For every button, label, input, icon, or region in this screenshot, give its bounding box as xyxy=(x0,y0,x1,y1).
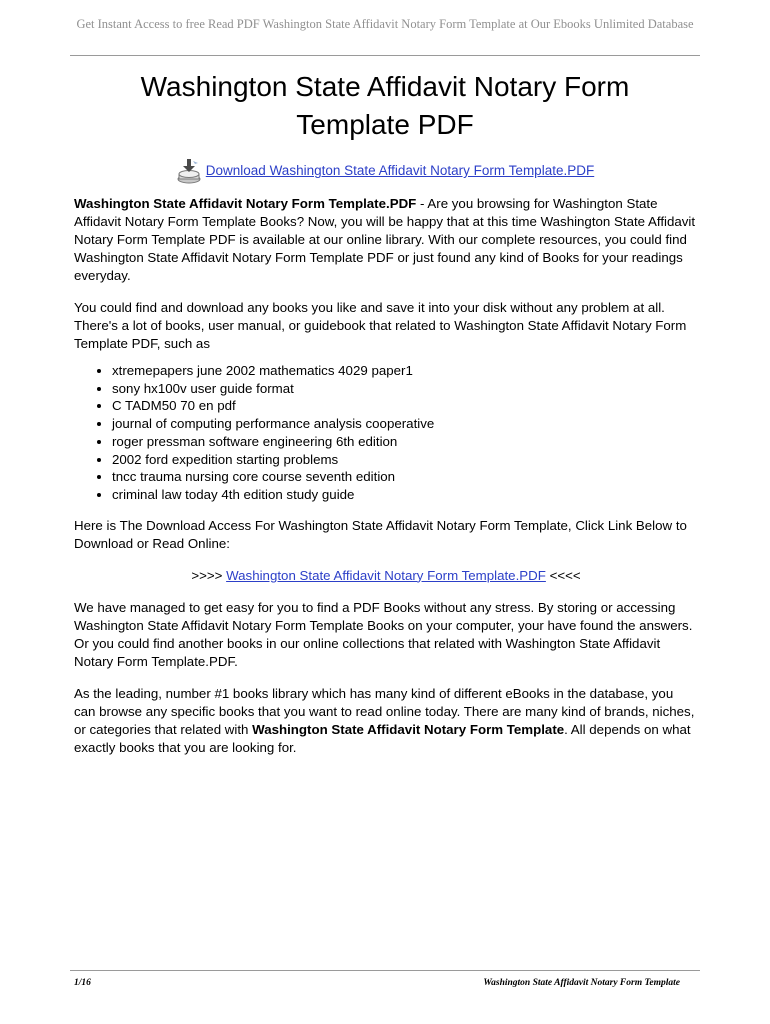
download-link[interactable]: Download Washington State Affidavit Notary Form Template.PDF xyxy=(205,163,595,178)
library-text-after: . All depends on what exactly books that you are looking for. xyxy=(74,721,691,755)
access-link-line xyxy=(74,567,698,585)
library-bold-title: Washington State Affidavit Notary Form Template xyxy=(252,721,565,737)
list-item: • xtremepapers june 2002 mathematics 4029 paper1 xyxy=(112,362,698,380)
list-item: • roger pressman software engineering 6th edition xyxy=(112,433,698,451)
header-note: Get Instant Access to free Read PDF Washington State Affidavit Notary Form Template at Our Ebooks Unlimited Database xyxy=(76,17,694,31)
storage-paragraph: We have managed to get easy for you to find a PDF Books without any stress. By storing or accessing Washington State Affidavit Notary Form Template Books on your computer, your have found the answers. Or you could find another books in our online collections that related with Washington State Affidavit Notary Form Template.PDF. xyxy=(74,599,693,669)
intro-text: - Are you browsing for Washington State Affidavit Notary Form Template Books? Now, you will be happy that at this time Washington State Affidavit Notary Form Template PDF is available at our online library. With our complete resources, you could find Washington State Affidavit Notary Form Template PDF or just found any kind of Books for your readings everyday. xyxy=(74,196,696,283)
intro-bold-lead: Washington State Affidavit Notary Form Template.PDF xyxy=(74,196,417,211)
library-paragraph xyxy=(74,685,698,757)
list-item: • C TADM50 70 en pdf xyxy=(112,397,698,415)
page-number: 1/16 xyxy=(74,978,91,988)
header-divider xyxy=(70,55,700,56)
list-item: • journal of computing performance analysis cooperative xyxy=(112,415,698,433)
download-icon[interactable] xyxy=(176,157,202,185)
library-text-before: As the leading, number #1 books library which has many kind of different eBooks in the database, you can browse any specific books that you want to read online today. There are many kind of brands, niches, or categories that related with xyxy=(74,685,695,737)
access-link[interactable]: Washington State Affidavit Notary Form Template.PDF xyxy=(226,567,546,583)
page-title: Washington State Affidavit Notary Form Template PDF xyxy=(140,71,630,140)
download-row xyxy=(70,157,700,185)
list-item: • sony hx100v user guide format xyxy=(112,380,698,398)
document-body xyxy=(74,195,698,771)
access-link-prefix: >>>> xyxy=(191,567,227,583)
access-link-suffix: <<<< xyxy=(545,567,581,583)
related-books-intro: You could find and download any books you like and save it into your disk without any problem at all. There's a lot of books, user manual, or guidebook that related to Washington State Affidavit Notary Form Template PDF, such as xyxy=(74,300,687,351)
list-item: • 2002 ford expedition starting problems xyxy=(112,451,698,469)
access-paragraph: Here is The Download Access For Washington State Affidavit Notary Form Template, Click Link Below to Download or Read Online: xyxy=(74,517,687,551)
related-books-list xyxy=(74,362,698,504)
intro-paragraph xyxy=(74,195,698,285)
list-item: • criminal law today 4th edition study guide xyxy=(112,486,698,504)
footer-divider xyxy=(70,970,700,971)
footer-title: Washington State Affidavit Notary Form Template xyxy=(483,978,680,988)
list-item: • tncc trauma nursing core course seventh edition xyxy=(112,468,698,486)
